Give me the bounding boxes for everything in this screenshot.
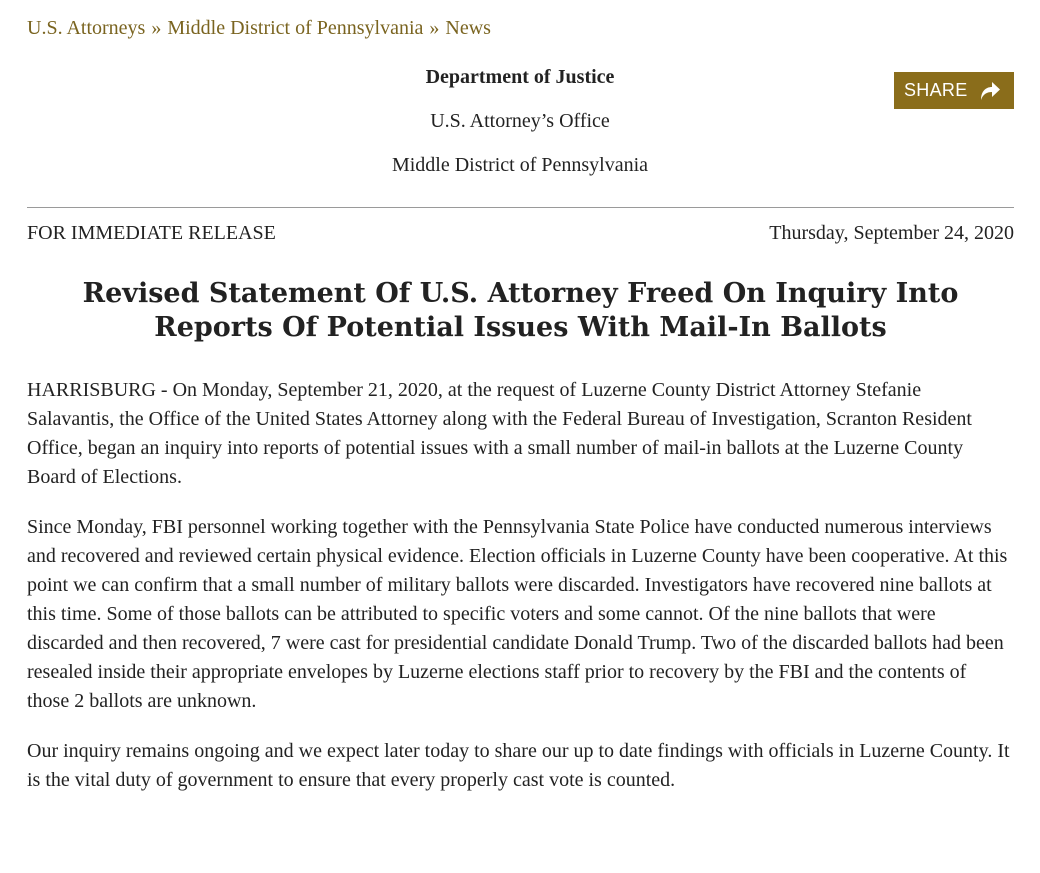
page-title: Revised Statement Of U.S. Attorney Freed On Inquiry Into Reports Of Potential Issues With Mail-In Ballots (82, 278, 959, 343)
breadcrumb-separator: » (151, 17, 162, 39)
body-paragraph: Our inquiry remains ongoing and we expect later today to share our up to date findings with officials in Luzerne County. It is the vital duty of government to ensure that every properly cast vote is counted. (27, 740, 1010, 791)
release-label: FOR IMMEDIATE RELEASE (27, 222, 276, 244)
body-paragraph: Since Monday, FBI personnel working together with the Pennsylvania State Police have conducted numerous interviews and recovered and reviewed certain physical evidence. Election officials in Luzerne County have been cooperative. At this point we can confirm that a small number of military ballots were discarded. Investigators have recovered nine ballots at this time. Some of those ballots can be attributed to specific voters and some cannot. Of the nine ballots that were discarded and then recovered, 7 were cast for presidential candidate Donald Trump. Two of the discarded ballots had been resealed inside their appropriate envelopes by Luzerne elections staff prior to recovery by the FBI and the contents of those 2 ballots are unknown. (27, 516, 1008, 712)
breadcrumb-link-news[interactable]: News (445, 17, 491, 39)
district-name: Middle District of Pennsylvania (391, 154, 649, 176)
breadcrumb (27, 14, 491, 42)
header-divider (27, 207, 1014, 208)
share-button[interactable] (894, 72, 1014, 109)
breadcrumb-link-us-attorneys[interactable]: U.S. Attorneys (27, 17, 146, 39)
press-release-body (27, 376, 1012, 816)
body-paragraph: HARRISBURG - On Monday, September 21, 2020, at the request of Luzerne County District Attorney Stefanie Salavantis, the Office of the United States Attorney along with the Federal Bureau of Investigation, Scranton Resident Office, began an inquiry into reports of potential issues with a small number of mail-in ballots at the Luzerne County Board of Elections. (27, 379, 972, 488)
share-button-label: SHARE (904, 80, 968, 100)
office-name: U.S. Attorney’s Office (430, 110, 610, 132)
release-date: Thursday, September 24, 2020 (769, 222, 1014, 244)
department-name: Department of Justice (425, 66, 615, 88)
breadcrumb-link-middle-district[interactable]: Middle District of Pennsylvania (167, 17, 424, 39)
breadcrumb-separator: » (429, 17, 440, 39)
share-arrow-icon (976, 78, 1002, 104)
